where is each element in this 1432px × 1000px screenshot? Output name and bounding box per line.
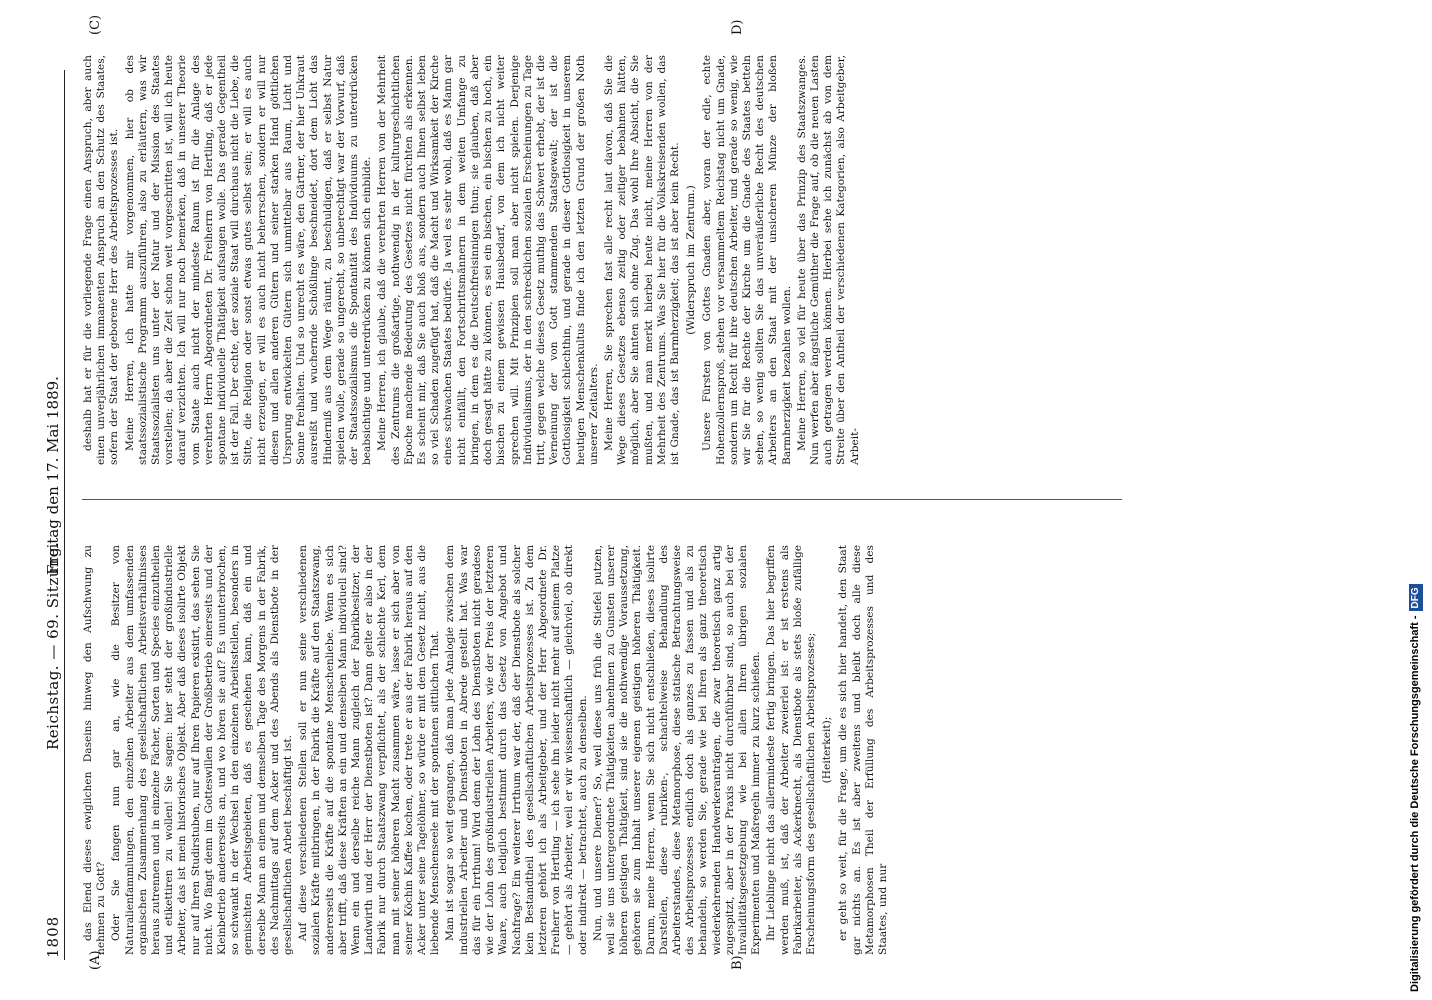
interjection: (Heiterkeit); bbox=[821, 716, 834, 784]
paragraph: Man ist sogar so weit gegangen, daß man jede Analogie zwischen dem industriellen Arbeiter und Dienstboten in Abrede gestellt hat. Was war das für ein Irrthum! Wird denn der Lohn des Dienstboten nicht geradeso wie der Lohn des großindustriellen Arbeiters, wie der Preis der letzteren Waare, auch lediglich bestimmt durch das Gesetz von Angebot und Nachfrage? Ein weiterer Irrthum war der, daß der Dienstbote als solcher kein Bestandtheil des gesellschaftlichen Arbeitsprozesses ist. Zu dem letzteren gehört ich als Arbeitgeber, und der Herr Abgeordnete Dr. Freiherr von Hertling — ich sehe ihn leider nicht mehr auf seinem Platze — gehört als Arbeiter, weil er wir wissenschaftlich — gleichviel, ob direkt oder indirekt — betrachtet, auch zu denselben. bbox=[444, 545, 589, 955]
margin-mark-c: (C) bbox=[88, 14, 103, 35]
paragraph: Meine Herren, ich glaube, daß die verehrten Herren von der Mehrheit des Zentrums die großartige, nothwendig in der kulturgeschichtlichen Epoche machende Bedeutung des Gesetzes nicht fürchten als erkennen. Es scheint mir, daß Sie auch bloß aus, sondern auch Ihnen selbst leben so viel Schaden zugefügt hat, daß die Macht und Wirksamkeit der Kirche eines schwachen Staates bedürfe. Ja weil es sehr wohl, daß es Mann gar nicht einfällt, den Fortschrittsmännern in dem weiten Umfange zu bringen, in dem es die Deutschfreisinnigen thun; sie glauben, daß aber doch gesagt hätte zu können, es sei ein bischen, ein bischen zu hoch, ein bischen zu einem gewissen Hausbedarf, von dem ich nicht weiter sprechen will. Mit Prinzipien soll man aber nicht spielen. Derjenige Individualismus, der in den schrecklichen sozialen Erscheinungen zu Tage tritt, gegen welche dieses Gesetz muthig das Schwert erhebt, der ist die Verneinung der von Gott stammenden Staatsgewalt; der ist die Gottlosigkeit schlechthin, und gerade in dieser Gottlosigkeit in unserem heutigen Menschenkultus finde ich den letzten Grund der großen Noth unserer Zeitalters. bbox=[376, 55, 600, 465]
watermark bbox=[1398, 0, 1432, 1000]
left-column bbox=[82, 545, 1132, 955]
margin-mark-a: (A) bbox=[88, 950, 103, 970]
paragraph: Meine Herren, so viel für heute über das Prinzip des Staatszwanges. Nun werfen aber ängstliche Gemüther die Frage auf, ob die neuen Lasten auch getragen werden können. Hierbei sehe ich zunächst ab von dem Streite über den Antheil der verschiedenen Kategorien, also Arbeitgeber, Arbeit- bbox=[795, 55, 861, 465]
paragraph: Meine Herren, Sie sprechen fast alle recht laut davon, daß Sie die Wege dieses Gesetzes ebenso zeitig oder zeitiger bebahnen hätten, möglich, aber Sie ahnten sich ohne Zug. Das wohl Ihre Absicht, die Sie mußten, und man merkt hierbei heute nicht, meine Herren von der Mehrheit des Zentrums. Was Sie hier für die Volkskreisenden wollen, das ist Gnade, das ist Barmherzigkeit; das ist aber kein Recht. bbox=[602, 55, 681, 465]
paragraph: Oder Sie fangen nun gar an, wie die Besitzer von Naturalienfammlungen, den einzelnen Arbeiter aus dem umfassenden organischen Zusammenhang des gesellschaftlichen Arbeitsverhältnisses heraus zutrennen und in einzelne Fächer, Sorten und Species einzutheilen und etikettiren zu wollen! Sie sagen: hier steht der großindustrielle Arbeiter, das ist mein historisches Objekt. Aber daß dieses isolirte Objekt nur auf Ihren Studirstuben, nur auf Ihren Papieren existirt, das sehen Sie nicht. Wo fängt denn im Gotteswillen der Großbetrieb einerseits und der Kleinbetrieb andererseits an, und wo hören sie auf? Es ununterbrochen, so schwankt in der Wechsel in den einzelnen Arbeitsstellen, besonders in gemischten Arbeitsgebieten, daß es geschehen kann, daß ein und derselbe Mann an einem und demselben Tage des Morgens in der Fabrik, des Nachmittags auf dem Acker und des Abends als Dienstbote in der gesellschaftlichen Arbeit beschäftigt ist. bbox=[110, 545, 295, 955]
margin-mark-b: B) bbox=[730, 955, 745, 970]
paragraph: Auf diese verschiedenen Stellen soll er nun seine verschiedenen sozialen Kräfte mitbringen, in der Fabrik die Kräfte auf den Staatszwang, andererseits die Kräfte auf die spontane Menschenliebe. Wenn es sich aber trifft, daß diese Kräften an ein und denselben Mann individuell sind? Wenn ein und derselbe reiche Mann zugleich der Fabrikbesitzer, der Landwirth und der Herr der Dienstboten ist? Dann gelte er also in der Fabrik nur durch Staatszwang verpflichtet, als der schlechte Kerl, dem man mit seiner höheren Macht zusammen wäre, lasse er sich aber von seiner Köchin Kaffee kochen, oder trete er aus der Fabrik heraus auf den Acker unter seine Tagelöhner, so würde er mit dem Gesetz nicht, aus die liebende Menschenseele mit der spontanen sittlichen That. bbox=[297, 545, 442, 955]
watermark-strip bbox=[1398, 0, 1432, 1000]
column-divider bbox=[82, 499, 1122, 500]
watermark-text: Digitalisierung gefördert durch die Deutsche Forschungsgemeinschaft - bbox=[1409, 615, 1421, 992]
dfg-logo: DFG bbox=[1409, 584, 1423, 611]
page-number: 1808 bbox=[44, 915, 62, 958]
right-column bbox=[82, 55, 1132, 465]
paragraph: das Elend dieses ewiglichen Daseins hinweg den Aufschwung zu nehmen zu Gott? bbox=[82, 545, 108, 955]
paragraph: Unsere Fürsten von Gottes Gnaden aber, voran der edle, echte Hohenzollernsproß, stehen vor versammeltem Reichstag nicht um Gnade, sondern um Recht für ihre deutschen Arbeiter, und gerade so wenig, wie wir Sie für die Rechte der Kirche um die Gnade des Staates betteln sehen, so wenig sollten Sie das unveräußerliche Recht des deutschen Arbeiters an den Staat mit der unsicheren Münze der bloßen Barmherzigkeit bezahlen wollen. bbox=[701, 55, 793, 465]
paragraph: er geht so weit, für die Frage, um die es sich hier handelt, den Staat gar nichts an. Es ist aber zweitens und bleibt doch alle diese Metamorphosen Theil der Erfüllung des Arbeitsprozesses und des Staates, und nur bbox=[837, 545, 889, 955]
paragraph: Meine Herren, ich hatte mir vorgenommen, hier ob des staatssozialistische Programm auszuführen, also zu erläutern, was wir Staatssozialisten uns unter der Natur und der Mission des Staates vorstellen; da aber die Zeit schon weit vorgeschritten ist, will ich heute darauf verzichten. Ich will nur noch bemerken, daß in unserer Theorie vom Staate auch nicht der mindeste Raum ist für die Anlage des verehrten Herrn Abgeordneten Dr. Freiherrn von Hertling, daß er jede spontane individuelle Thätigkeit aufsaugen wolle. Das gerade Gegentheil ist der Fall. Der echte, der soziale Staat will durchaus nicht die Liebe, die Sitte, die Religion oder sonst etwas gutes selbst sein; er will es auch nicht erzeugen, er will es auch nicht beherrschen, sondern er will nur diesen und allen anderen Gütern und seiner starken Hand göttlichen Ursprung entwickelten Gütern sich unmittelbar aus Raum, Licht und Sonne freihalten. Und so unrecht es wäre, den Gärtner, der hier Unkraut ausreißt und wuchernde Schößlinge beschneidet, dort dem Licht das Hinderniß aus dem Wege räumt, zu beschuldigen, daß er selbst Natur spielen wolle, gerade so ungerecht, so unberechtigt war der Vorwurf, daß der Staatssozialismus die Spontanität des Individuums zu unterdrücken beabsichtige und unterdrücken zu können sich einbilde. bbox=[123, 55, 374, 465]
page-date: Freitag den 17. Mai 1889. bbox=[44, 376, 62, 575]
page-title: Reichstag. — 69. Sitzung. bbox=[44, 541, 62, 750]
paragraph: Ihr Lieblinge nicht das allermindeste fertig bringen. Das hier begriffen werden muß, ist, daß der Arbeiter zweierlei ist: er ist erstens als Fabrikarbeiter, als Ackerknecht, als Dienstbote als stets bloße zufällige Erscheinungsform des gesellschaftlichen Arbeitsprozesses; bbox=[765, 545, 817, 955]
interjection: (Widerspruch im Zentrum.) bbox=[685, 185, 698, 335]
header-rule bbox=[64, 70, 65, 960]
paragraph: deshalb hat er für die vorliegende Frage einen Anspruch, aber auch einen unverjährlichen immanenten Anspruch an den Schutz des Staates, sofern der Staat der geborene Herr des Arbeitsprozesses ist. bbox=[82, 55, 121, 465]
paragraph: Nun, und unsere Diener? So, weil diese uns früh die Stiefel putzen, weil sie uns untergeordnete Thätigkeiten abnehmen zu Gunsten unserer höheren geistigen Thätigkeit, sind sie die nothwendige Voraussetzung, gehören sie zum Inhalt unserer eigenen geistigen höheren Thätigkeit. Darum, meine Herren, wenn Sie sich nicht entschließen, dieses isolirte Darstellen, diese rubriken-, schachtelweise Behandlung des Arbeiterstandes, diese Metamorphose, diese statische Betrachtungsweise des Arbeitsprozesses endlich doch als ganzes zu fassen und als zu behandeln, so werden Sie, gerade wie bei Ihren als ganz theoretisch wiederkehrenden Handwerkeranträgen, die zwar theoretisch ganz artig zugespitzt, aber in der Praxis nicht durchführbar sind, so auch bei der Invaliditätsgesetzgebung wie bei allen Ihren übrigen sozialen Experimenten und Maßregeln immer zu kurz schießen. bbox=[591, 545, 763, 955]
page-header bbox=[40, 0, 70, 1000]
margin-mark-d: D) bbox=[730, 19, 745, 35]
